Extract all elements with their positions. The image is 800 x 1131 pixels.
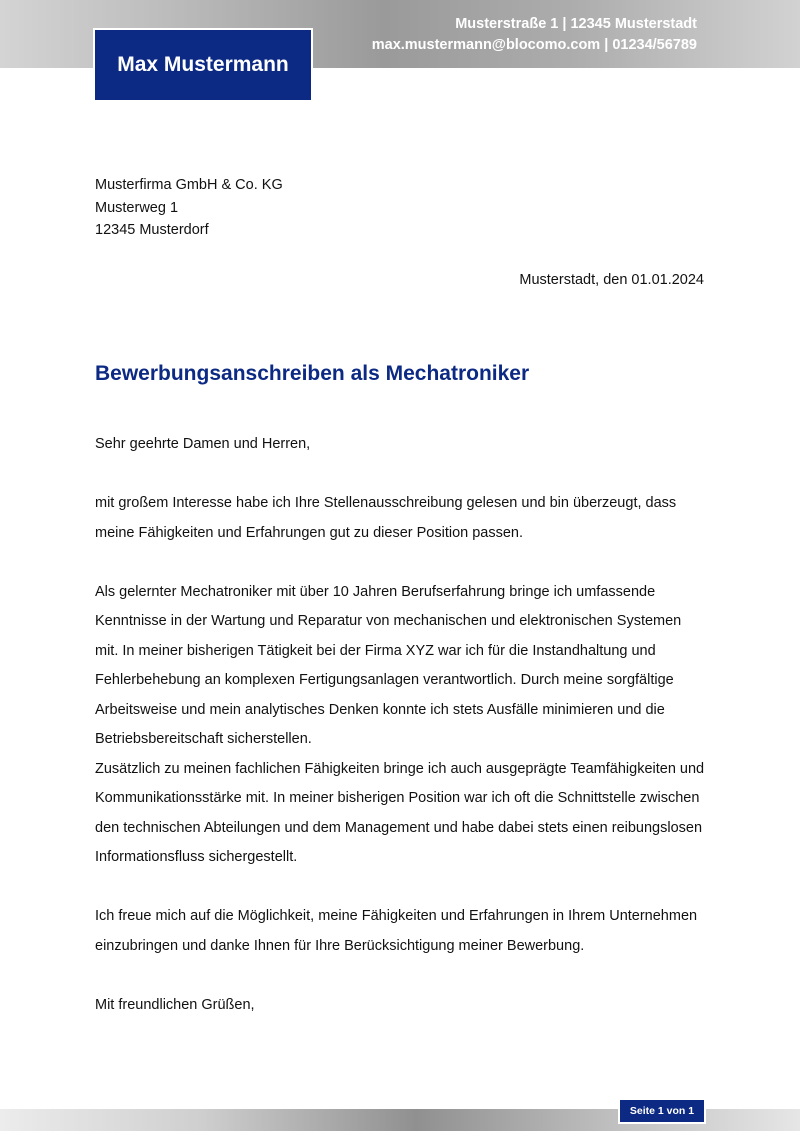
letter-subject: Bewerbungsanschreiben als Mechatroniker (95, 362, 530, 385)
recipient-city: 12345 Musterdorf (95, 222, 209, 238)
body-paragraph: Zusätzlich zu meinen fachlichen Fähigkeiten bringe ich auch ausgeprägte Teamfähigkeiten und Kommunikationsstärke mit. In meiner bisherigen Position war ich oft die Schnittstelle zwischen den technischen Abteilungen und dem Management und habe dabei stets einen reibungslosen Informationsfluss sichergestellt. (95, 760, 705, 865)
recipient-street: Musterweg 1 (95, 199, 179, 216)
address-line: Musterstraße 1 | 12345 Musterstadt (455, 16, 697, 32)
page-number: Seite 1 von 1 (629, 1105, 695, 1117)
name-badge (93, 28, 313, 102)
spacer (95, 460, 705, 490)
body-paragraph: Als gelernter Mechatroniker mit über 10 Jahren Berufserfahrung bringe ich umfassende Kenntnisse in der Wartung und Reparatur von mechanischen und elektronischen Systemen mit. In meiner bisherigen Tätigkeit bei der Firma XYZ war ich für die Instandhaltung und Fehlerbehebung an komplexen Fertigungsanlagen verantwortlich. Durch meine sorgfältige Arbeitsweise und mein analytisches Denken konnte ich stets Ausfälle minimieren und die Betriebsbereitschaft sicherstellen. (95, 583, 682, 747)
recipient-company: Musterfirma GmbH & Co. KG (95, 177, 283, 193)
contact-line: max.mustermann@blocomo.com | 01234/56789 (371, 37, 697, 53)
applicant-name: Max Mustermann (117, 53, 289, 76)
body-paragraph: mit großem Interesse habe ich Ihre Stellenausschreibung gelesen und bin überzeugt, dass meine Fähigkeiten und Erfahrungen gut zu dieser Position passen. (95, 495, 677, 541)
spacer (95, 548, 705, 578)
spacer (95, 873, 705, 903)
letter-body (95, 430, 705, 1020)
recipient-address (95, 174, 283, 242)
contact-info (372, 14, 697, 56)
closing: Mit freundlichen Grüßen, (95, 996, 255, 1013)
spacer (95, 961, 705, 991)
body-paragraph: Ich freue mich auf die Möglichkeit, meine Fähigkeiten und Erfahrungen in Ihrem Unternehmen einzubringen und danke Ihnen für Ihre Berücksichtigung meiner Bewerbung. (95, 908, 698, 954)
salutation: Sehr geehrte Damen und Herren, (95, 436, 311, 452)
page-number-badge (618, 1098, 706, 1124)
place-date: Musterstadt, den 01.01.2024 (519, 272, 704, 288)
